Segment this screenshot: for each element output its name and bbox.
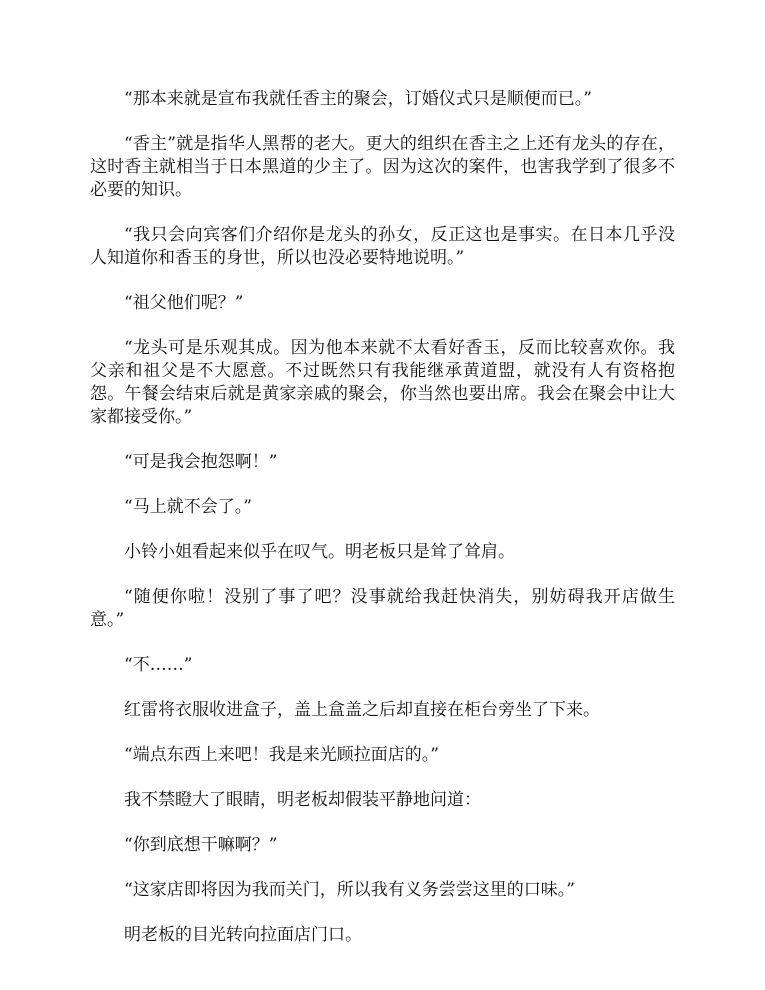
paragraph: “香主”就是指华人黑帮的老大。更大的组织在香主之上还有龙头的存在，这时香主就相当于日本黑道的少主了。因为这次的案件，也害我学到了很多不必要的知识。 [90, 134, 675, 200]
paragraph: “不……” [124, 655, 193, 675]
paragraph: 明老板的目光转向拉面店门口。 [124, 925, 362, 945]
paragraph: “这家店即将因为我而关门，所以我有义务尝尝这里的口味。” [124, 880, 575, 900]
paragraph: “我只会向宾客们介绍你是龙头的孙女，反正这也是事实。在日本几乎没人知道你和香玉的身世，所以也没必要特地说明。” [90, 225, 675, 268]
paragraph: “可是我会抱怨啊！” [124, 452, 278, 472]
document-page [90, 88, 675, 969]
paragraph: “祖父他们呢？” [124, 293, 244, 313]
paragraph: 我不禁瞪大了眼睛，明老板却假装平静地问道： [124, 790, 481, 810]
paragraph: “端点东西上来吧！我是来光顾拉面店的。” [124, 745, 439, 765]
paragraph: “随便你啦！没别了事了吧？没事就给我赶快消失，别妨碍我开店做生意。” [90, 587, 675, 630]
paragraph: 小铃小姐看起来似乎在叹气。明老板只是耸了耸肩。 [124, 542, 515, 562]
paragraph: “那本来就是宣布我就任香主的聚会，订婚仪式只是顺便而已。” [124, 89, 592, 109]
paragraph: 红雷将衣服收进盒子，盖上盒盖之后却直接在柜台旁坐了下来。 [124, 700, 600, 720]
paragraph: “龙头可是乐观其成。因为他本来就不太看好香玉，反而比较喜欢你。我父亲和祖父是不大愿意。不过既然只有我能继承黄道盟，就没有人有资格抱怨。午餐会结束后就是黄家亲戚的聚会，你当然也要出席。我会在聚会中让大家都接受你。” [90, 338, 675, 427]
paragraph: “你到底想干嘛啊？” [124, 835, 278, 855]
paragraph: “马上就不会了。” [124, 497, 252, 517]
